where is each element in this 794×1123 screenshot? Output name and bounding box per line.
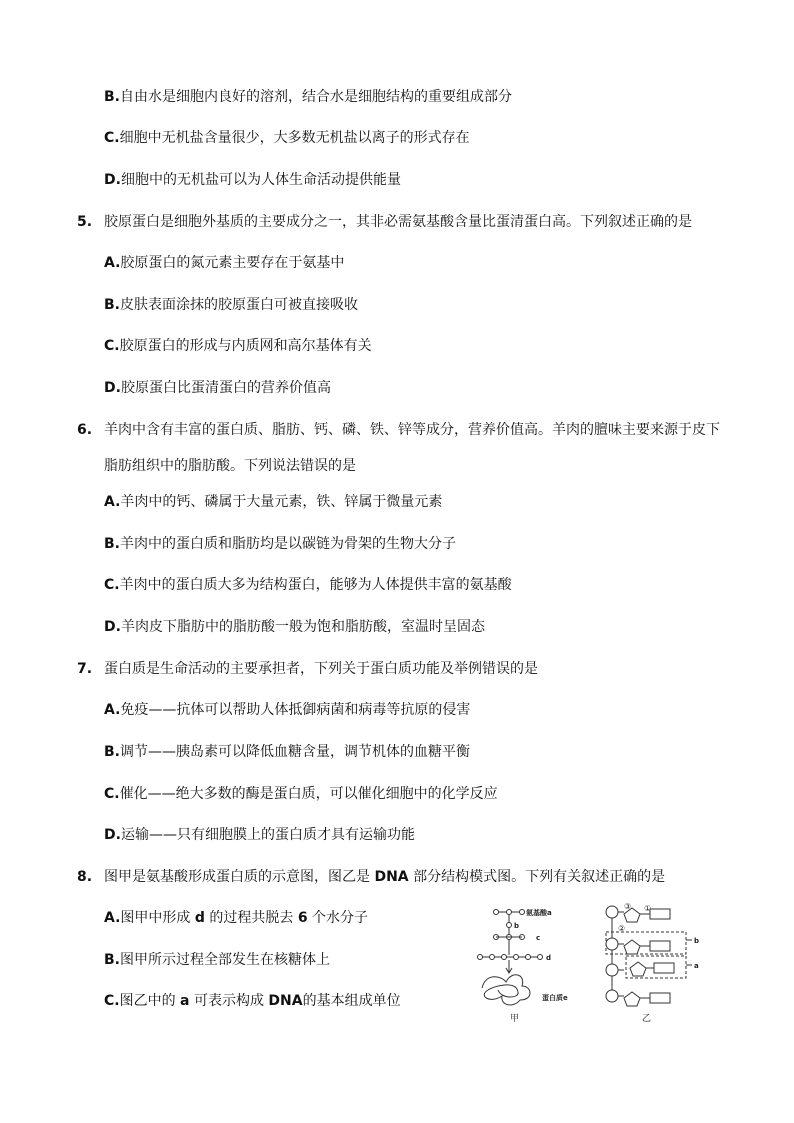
option-letter: C. — [104, 577, 120, 593]
q4-option-c — [104, 128, 470, 148]
q5-option-b — [104, 295, 358, 315]
option-text-pre: 图甲中形成 — [120, 910, 191, 926]
option-letter: D. — [104, 380, 121, 396]
option-letter: B. — [104, 89, 120, 105]
q4-option-b — [104, 87, 512, 107]
label-amino-acid: 氨基酸a — [526, 909, 552, 917]
option-text: 催化——绝大多数的酶是蛋白质，可以催化细胞中的化学反应 — [119, 786, 498, 802]
label-c: c — [536, 934, 541, 942]
option-letter: D. — [104, 172, 121, 188]
amino-dot — [490, 955, 495, 960]
q6-stem-line1: 羊肉中含有丰富的蛋白质、脂肪、钙、磷、铁、锌等成分，营养价值高。羊肉的膻味主要来源于皮下 — [104, 422, 720, 438]
amino-dot — [478, 955, 483, 960]
q7-option-c — [104, 784, 498, 804]
option-text: 胶原蛋白比蛋清蛋白的营养价值高 — [120, 380, 331, 396]
option-text-a: a — [180, 993, 190, 1009]
option-text: 羊肉中的钙、磷属于大量元素，铁、锌属于微量元素 — [120, 494, 443, 510]
q6-option-c — [104, 575, 512, 595]
q8-figure — [462, 900, 710, 1025]
sugar-pentagon — [630, 962, 646, 976]
base-rect — [654, 963, 674, 973]
q7-option-d — [104, 825, 415, 845]
amino-dot — [514, 955, 519, 960]
option-text: 羊肉中的蛋白质大多为结构蛋白，能够为人体提供丰富的氨基酸 — [119, 577, 512, 593]
option-letter: D. — [104, 619, 121, 635]
q5-option-c — [104, 336, 372, 356]
option-letter: A. — [104, 255, 121, 271]
amino-dot — [526, 955, 531, 960]
amino-dot — [502, 955, 507, 960]
option-text-d: d — [194, 910, 205, 926]
caption-yi: 乙 — [642, 1014, 652, 1024]
q5-option-d — [104, 378, 331, 398]
option-text: 皮肤表面涂抹的胶原蛋白可被直接吸收 — [120, 297, 358, 313]
option-text: 胶原蛋白的氮元素主要存在于氨基中 — [120, 255, 345, 271]
phosphate-circle — [606, 906, 618, 918]
option-text-mid: 的过程共脱去 — [209, 910, 294, 926]
option-letter: C. — [104, 130, 120, 146]
option-text-pre: 图乙中的 — [119, 993, 176, 1009]
label-right-b: b — [694, 937, 700, 945]
circle-label-3: ③ — [624, 902, 632, 911]
circle-label-1: ① — [644, 904, 652, 913]
option-text: 细胞中的无机盐可以为人体生命活动提供能量 — [120, 172, 401, 188]
amino-dot — [507, 910, 512, 915]
q6-number: 6. — [77, 422, 93, 438]
option-text: 调节——胰岛素可以降低血糖含量，调节机体的血糖平衡 — [120, 744, 470, 760]
option-letter: C. — [104, 993, 120, 1009]
q8-stem-part2: 部分结构模式图。下列有关叙述正确的是 — [413, 869, 666, 885]
option-letter: A. — [104, 494, 121, 510]
q7-option-a — [104, 700, 470, 720]
caption-jia: 甲 — [510, 1014, 520, 1024]
base-rect — [650, 993, 670, 1003]
option-text: 图甲所示过程全部发生在核糖体上 — [120, 952, 330, 968]
option-letter: C. — [104, 786, 120, 802]
label-protein: 蛋白质e — [542, 994, 568, 1002]
option-letter: C. — [104, 338, 120, 354]
option-letter: B. — [104, 952, 120, 968]
protein-coil — [482, 975, 530, 1005]
option-text: 运输——只有细胞膜上的蛋白质才具有运输功能 — [120, 827, 415, 843]
option-text: 细胞中无机盐含量很少，大多数无机盐以离子的形式存在 — [119, 130, 470, 146]
option-text: 胶原蛋白的形成与内质网和高尔基体有关 — [119, 338, 372, 354]
option-letter: B. — [104, 744, 120, 760]
q6-option-d — [104, 617, 485, 637]
option-letter: A. — [104, 910, 121, 926]
q8-stem — [104, 867, 665, 887]
amino-dot — [520, 910, 525, 915]
sugar-pentagon — [624, 940, 640, 954]
phosphate-circle — [606, 964, 618, 976]
q8-stem-dna: DNA — [374, 869, 409, 885]
q5-stem: 胶原蛋白是细胞外基质的主要成分之一，其非必需氨基酸含量比蛋清蛋白高。下列叙述正确的是 — [104, 214, 692, 230]
q6-option-a — [104, 492, 442, 512]
q8-option-c — [104, 991, 401, 1011]
option-letter: A. — [104, 702, 121, 718]
amino-dot — [507, 923, 512, 928]
phosphate-circle — [606, 938, 618, 950]
amino-dot — [538, 955, 543, 960]
q8-option-b — [104, 950, 330, 970]
q7-stem: 蛋白质是生命活动的主要承担者，下列关于蛋白质功能及举例错误的是 — [104, 661, 538, 677]
base-rect — [650, 909, 670, 919]
circle-label-2: ② — [618, 924, 626, 933]
option-text-six: 6 — [297, 910, 308, 926]
figure-yi — [606, 906, 692, 1006]
option-text: 羊肉皮下脂肪中的脂肪酸一般为饱和脂肪酸，室温时呈固态 — [120, 619, 485, 635]
label-b: b — [514, 922, 520, 930]
option-letter: B. — [104, 297, 120, 313]
option-letter: B. — [104, 536, 120, 552]
base-rect — [650, 941, 670, 951]
q8-option-a — [104, 908, 368, 928]
q6-option-b — [104, 534, 456, 554]
option-text: 自由水是细胞内良好的溶剂，结合水是细胞结构的重要组成部分 — [120, 89, 512, 105]
q7-number: 7. — [77, 661, 93, 677]
amino-dot — [494, 910, 499, 915]
option-letter: D. — [104, 827, 121, 843]
q4-option-d — [104, 170, 401, 190]
q5-option-a — [104, 253, 344, 273]
option-text-post: 个水分子 — [312, 910, 369, 926]
sugar-pentagon — [624, 992, 640, 1006]
q7-option-b — [104, 742, 470, 762]
option-text-mid: 可表示构成 — [193, 993, 264, 1009]
q6-stem-line2: 脂肪组织中的脂肪酸。下列说法错误的是 — [104, 458, 356, 474]
option-text: 免疫——抗体可以帮助人体抵御病菌和病毒等抗原的侵害 — [120, 702, 471, 718]
q5-number: 5. — [77, 214, 93, 230]
q8-number: 8. — [77, 869, 93, 885]
label-right-a: a — [694, 962, 699, 970]
phosphate-circle — [606, 990, 618, 1002]
option-text-post: 的基本组成单位 — [302, 993, 401, 1009]
figure-jia — [478, 910, 543, 1005]
label-d: d — [546, 954, 552, 962]
option-text: 羊肉中的蛋白质和脂肪均是以碳链为骨架的生物大分子 — [120, 536, 456, 552]
option-text-dna: DNA — [268, 993, 303, 1009]
q8-stem-part1: 图甲是氨基酸形成蛋白质的示意图，图乙是 — [104, 869, 370, 885]
